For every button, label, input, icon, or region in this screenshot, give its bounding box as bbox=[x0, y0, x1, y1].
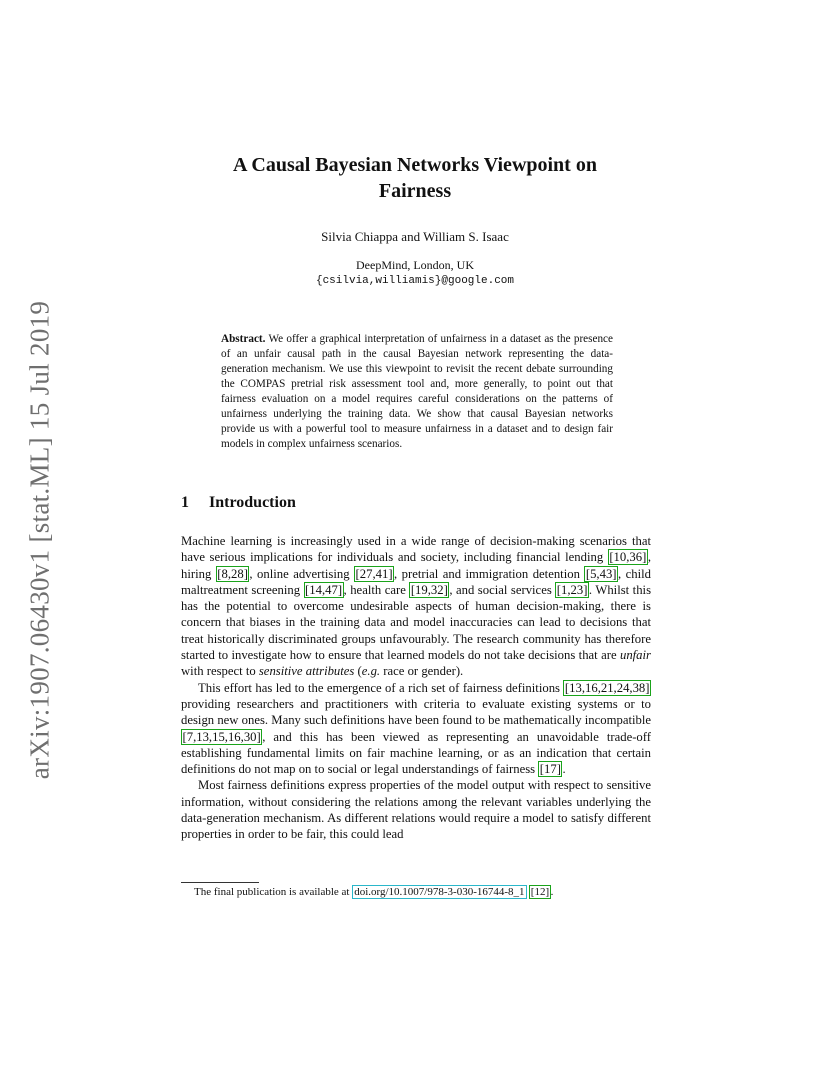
text: . Whilst this has the potential to overcome undesirable aspects of human decision-making, there is concern that biases in the training data and model inaccuracies can lead to decisions that treat historically discriminated groups unfavourably. The research community has therefore started to investigate how to ensure that learned models do not take decisions that are bbox=[181, 582, 652, 663]
section-title: Introduction bbox=[209, 494, 296, 511]
emphasis: unfair bbox=[619, 648, 651, 663]
text: Machine learning is increasingly used in a wide range of decision-making scenarios that have serious implications for individuals and society, including financial lending bbox=[181, 534, 651, 565]
citation-link[interactable]: [7,13,15,16,30] bbox=[182, 729, 261, 744]
text: , child maltreatment screening bbox=[181, 566, 652, 597]
text: , and social services bbox=[449, 582, 556, 597]
citation-link[interactable]: [1,23] bbox=[556, 582, 588, 597]
arxiv-stamp bbox=[16, 290, 64, 790]
citation-link[interactable]: [5,43] bbox=[585, 566, 617, 581]
text: ( bbox=[354, 664, 362, 679]
citation-link[interactable]: [19,32] bbox=[410, 582, 448, 597]
citation-link[interactable]: [8,28] bbox=[217, 566, 248, 581]
section-number: 1 bbox=[181, 494, 189, 511]
abstract-label: Abstract. bbox=[221, 333, 266, 345]
body-text bbox=[181, 533, 651, 843]
footnote-rule bbox=[181, 882, 259, 883]
text: providing researchers and practitioners with criteria to evaluate existing systems or to design new ones. Many such definitions have been found to be mathematically incompatible bbox=[181, 696, 651, 728]
citation-link[interactable]: [27,41] bbox=[355, 566, 393, 581]
title-line-2: Fairness bbox=[378, 180, 452, 202]
citation-link[interactable]: [14,47] bbox=[305, 582, 343, 597]
section-heading bbox=[181, 494, 296, 512]
text: , online advertising bbox=[249, 566, 355, 581]
arxiv-stamp-text: arXiv:1907.06430v1 [stat.ML] 15 Jul 2019 bbox=[24, 300, 55, 780]
email: {csilvia,williamis}@google.com bbox=[315, 275, 515, 287]
citation-link[interactable]: [17] bbox=[539, 762, 561, 777]
citation-link[interactable]: [13,16,21,24,38] bbox=[564, 680, 650, 695]
emphasis: e.g. bbox=[361, 664, 381, 679]
footnote bbox=[194, 886, 553, 898]
paper-title bbox=[180, 152, 650, 204]
citation-link[interactable]: [10,36] bbox=[609, 550, 647, 565]
paragraph-1 bbox=[181, 533, 651, 680]
text: , health care bbox=[343, 582, 410, 597]
footnote-text: The final publication is available at bbox=[194, 886, 353, 898]
footnote-text: . bbox=[550, 886, 554, 898]
emphasis: sensitive attributes bbox=[258, 664, 355, 679]
text: with respect to bbox=[181, 664, 259, 679]
title-line-1: A Causal Bayesian Networks Viewpoint on bbox=[233, 154, 597, 176]
text: . bbox=[562, 762, 566, 777]
text: , and this has been viewed as representing an unavoidable trade-off establishing fundamental limits on fair machine learning, or as an indication that certain definitions do not map on to social or legal understandings of fairness bbox=[181, 729, 651, 777]
paragraph-2 bbox=[181, 680, 651, 778]
text: , hiring bbox=[181, 550, 651, 581]
paragraph-3 bbox=[181, 777, 651, 842]
citation-link[interactable]: [12] bbox=[530, 886, 550, 898]
text: This effort has led to the emergence of a rich set of fairness definitions bbox=[198, 680, 564, 695]
text: , pretrial and immigration detention bbox=[394, 566, 585, 581]
abstract bbox=[221, 332, 613, 452]
authors: Silvia Chiappa and William S. Isaac bbox=[321, 229, 509, 244]
text: race or gender). bbox=[380, 664, 464, 679]
abstract-text: We offer a graphical interpretation of unfairness in a dataset as the presence of an unfair causal path in the causal Bayesian network representing the data-generation mechanism. We use this viewpoint to revisit the recent debate surrounding the COMPAS pretrial risk assessment tool and, more generally, to point out that fairness evaluation on a model requires careful considerations on the patterns of unfairness underlying the training data. We show that causal Bayesian networks provide us with a powerful tool to measure unfairness in a dataset and to design fair models in complex unfairness scenarios. bbox=[221, 333, 613, 450]
affiliation: DeepMind, London, UK bbox=[356, 258, 474, 272]
text: Most fairness definitions express properties of the model output with respect to sensitive information, without considering the relations among the relevant variables underlying the data-generation mechanism. As different relations would require a model to satisfy different properties in order to be fair, this could lead bbox=[181, 778, 651, 842]
doi-link[interactable]: doi.org/10.1007/978-3-030-16744-8_1 bbox=[354, 886, 525, 898]
